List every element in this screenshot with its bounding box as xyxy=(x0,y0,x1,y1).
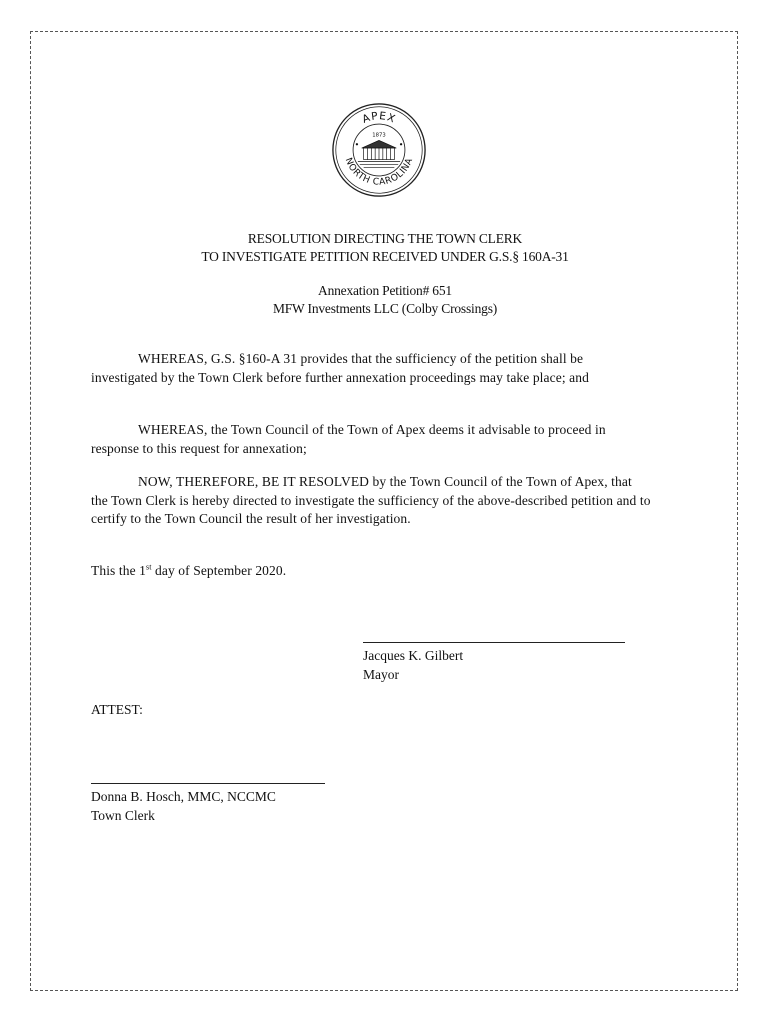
heading-line-1: RESOLUTION DIRECTING THE TOWN CLERK xyxy=(247,231,523,246)
mayor-signature-line xyxy=(363,642,625,643)
petition-number: Annexation Petition# 651 xyxy=(318,283,452,298)
resolved-paragraph: NOW, THEREFORE, BE IT RESOLVED by the Town Council of the Town of Apex, that the Town Clerk is hereby directed to investigate the sufficiency of the above-described petition and to certify to the Town Council the result of her investigation. xyxy=(91,474,651,526)
date-prefix: This the 1 xyxy=(91,563,146,578)
mayor-name: Jacques K. Gilbert xyxy=(363,648,464,663)
petition-name: MFW Investments LLC (Colby Crossings) xyxy=(272,301,498,316)
heading-line-2: TO INVESTIGATE PETITION RECEIVED UNDER G.S.§ 160A-31 xyxy=(201,249,569,264)
clerk-signature-block xyxy=(91,787,276,825)
seal-bottom-text: NORTH CAROLINA xyxy=(342,156,416,188)
seal-top-text: APEX xyxy=(360,110,398,126)
petition-info xyxy=(31,282,739,318)
mayor-title: Mayor xyxy=(363,667,399,682)
whereas-paragraph-1: WHEREAS, G.S. §160-A 31 provides that the sufficiency of the petition shall be investigated by the Town Clerk before further annexation proceedings may take place; and xyxy=(91,351,589,385)
mayor-signature-block xyxy=(363,646,463,684)
document-page xyxy=(30,31,738,991)
whereas-paragraph-2: WHEREAS, the Town Council of the Town of Apex deems it advisable to proceed in response to this request for annexation; xyxy=(91,422,606,456)
resolution-heading xyxy=(31,230,739,266)
svg-text:APEX xyxy=(361,110,398,126)
date-ordinal: st xyxy=(146,562,152,572)
seal-year: 1873 xyxy=(372,132,386,139)
clerk-name: Donna B. Hosch, MMC, NCCMC xyxy=(91,789,276,804)
clerk-signature-line xyxy=(91,783,325,784)
date-line xyxy=(91,562,651,581)
clerk-title: Town Clerk xyxy=(91,808,155,823)
svg-text:NORTH CAROLINA xyxy=(343,156,416,187)
date-rest: day of September 2020. xyxy=(151,563,287,578)
attest-label: ATTEST: xyxy=(91,702,143,717)
town-seal-icon xyxy=(331,102,427,198)
